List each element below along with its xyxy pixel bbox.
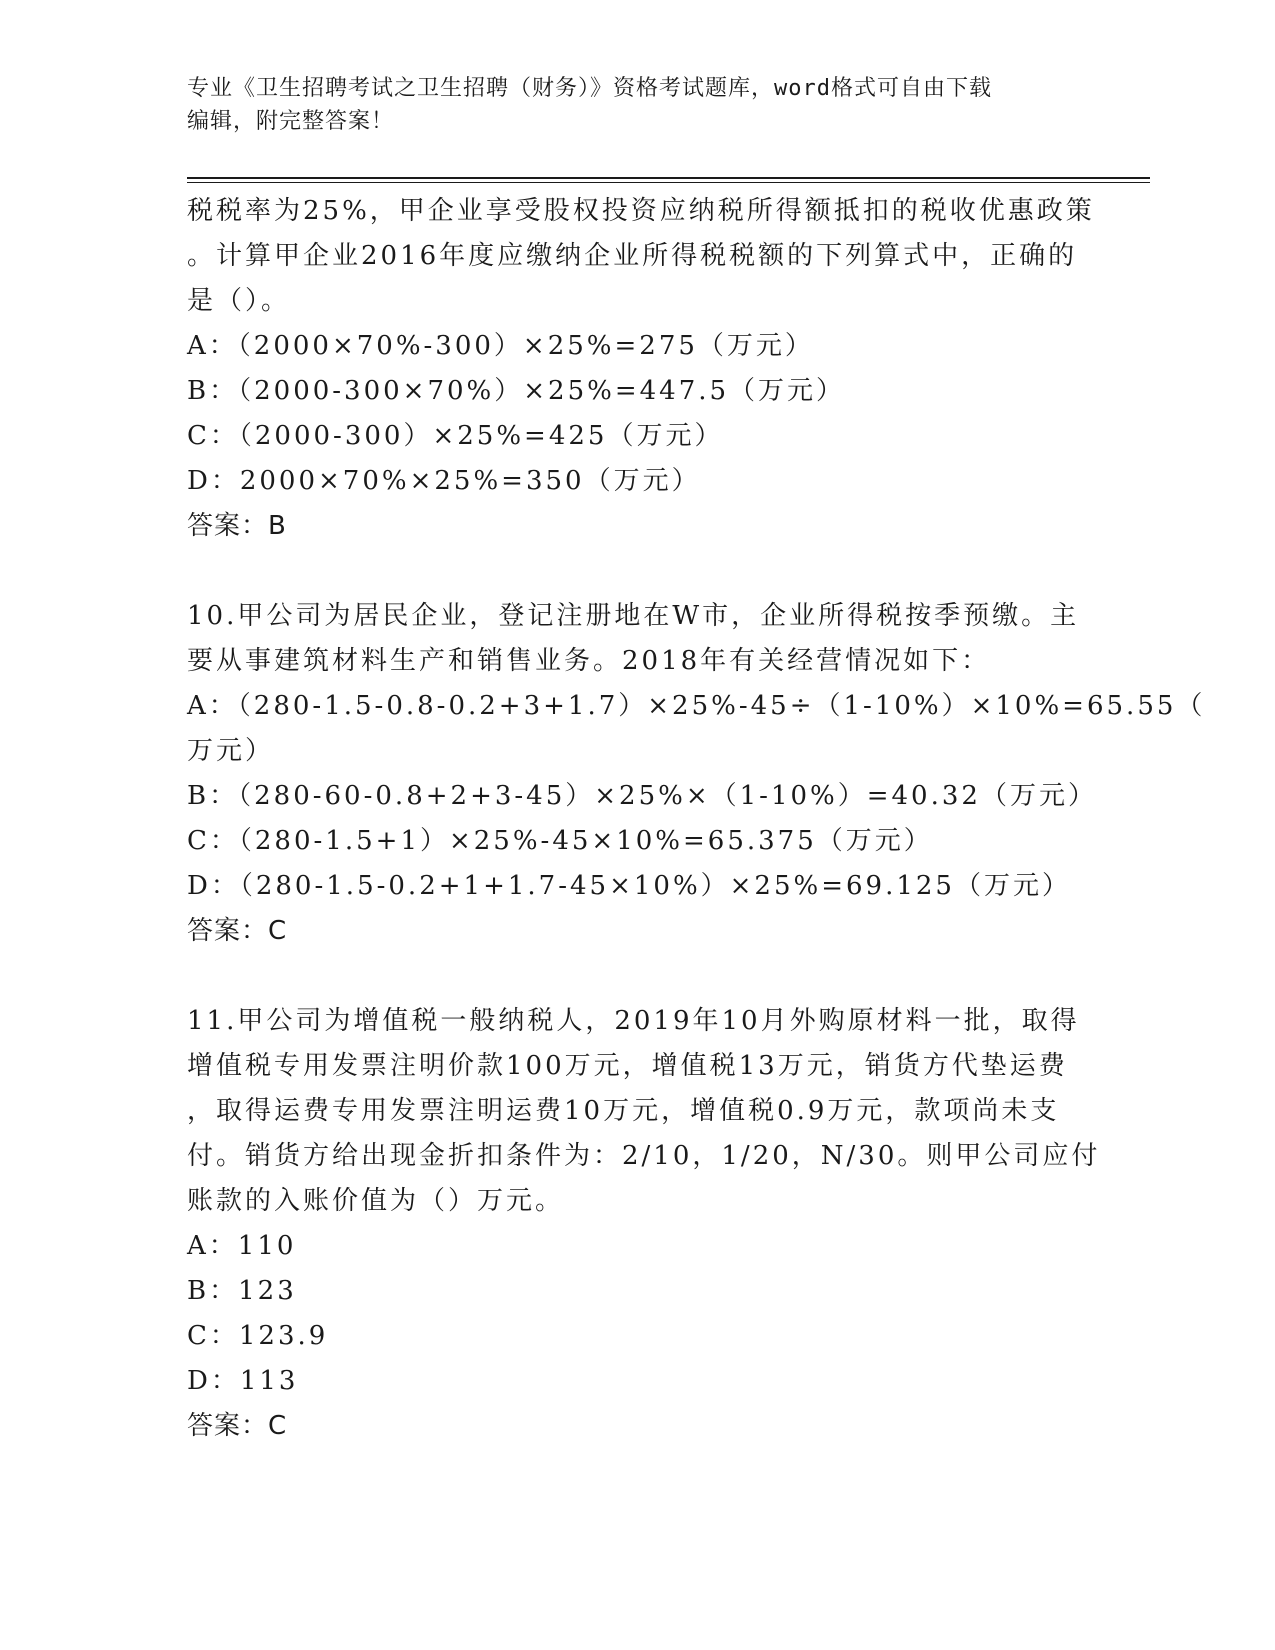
option-b: B：（2000-300×70%）×25%=447.5（万元）	[187, 376, 846, 406]
answer-label: 答案：C	[187, 916, 288, 946]
option-d: D：（280-1.5-0.2+1+1.7-45×10%）×25%=69.125（万元）	[187, 871, 1071, 901]
document-header	[187, 72, 1087, 138]
question-stem-line: 是（）。	[187, 286, 291, 316]
option-a: A：110	[187, 1231, 297, 1261]
answer-label: 答案：B	[187, 511, 287, 541]
header-rule-thin	[187, 182, 1150, 183]
question-stem-line: 11.甲公司为增值税一般纳税人，2019年10月外购原材料一批，取得	[187, 1006, 1080, 1036]
option-b: B：123	[187, 1276, 297, 1306]
option-c: C：123.9	[187, 1321, 329, 1351]
question-spacer	[187, 549, 1087, 594]
option-a: A：（2000×70%-300）×25%=275（万元）	[187, 331, 814, 361]
question-9	[187, 189, 1095, 549]
option-a-continued: 万元）	[187, 736, 275, 766]
option-d: D：2000×70%×25%=350（万元）	[187, 466, 701, 496]
header-line-2: 编辑，附完整答案！	[187, 109, 395, 134]
question-stem-line: 付。销货方给出现金折扣条件为：2/10，1/20，N/30。则甲公司应付	[187, 1141, 1101, 1171]
question-spacer	[187, 954, 1087, 999]
option-c: C：（280-1.5+1）×25%-45×10%=65.375（万元）	[187, 826, 933, 856]
question-stem-line: ，取得运费专用发票注明运费10万元，增值税0.9万元，款项尚未支	[187, 1096, 1060, 1126]
header-rule-thick	[187, 177, 1150, 179]
header-line-1: 专业《卫生招聘考试之卫生招聘（财务）》资格考试题库，word格式可自由下载	[187, 76, 992, 101]
option-a: A：（280-1.5-0.8-0.2+3+1.7）×25%-45÷（1-10%）×10%=65.55（	[187, 691, 1206, 721]
question-stem-line: 要从事建筑材料生产和销售业务。2018年有关经营情况如下：	[187, 646, 991, 676]
question-stem-line: 10.甲公司为居民企业，登记注册地在W市，企业所得税按季预缴。主	[187, 601, 1080, 631]
answer-label: 答案：C	[187, 1411, 288, 1441]
question-10	[187, 594, 1206, 954]
question-stem-line: 。计算甲企业2016年度应缴纳企业所得税税额的下列算式中，正确的	[187, 241, 1078, 271]
option-b: B：（280-60-0.8+2+3-45）×25%×（1-10%）=40.32（万元）	[187, 781, 1097, 811]
option-d: D：113	[187, 1366, 299, 1396]
document-body	[187, 189, 1206, 1449]
question-stem-line: 增值税专用发票注明价款100万元，增值税13万元，销货方代垫运费	[187, 1051, 1068, 1081]
question-stem-line: 税税率为25%，甲企业享受股权投资应纳税所得额抵扣的税收优惠政策	[187, 196, 1095, 226]
question-11	[187, 999, 1101, 1449]
question-stem-line: 账款的入账价值为（）万元。	[187, 1186, 565, 1216]
option-c: C：（2000-300）×25%=425（万元）	[187, 421, 724, 451]
